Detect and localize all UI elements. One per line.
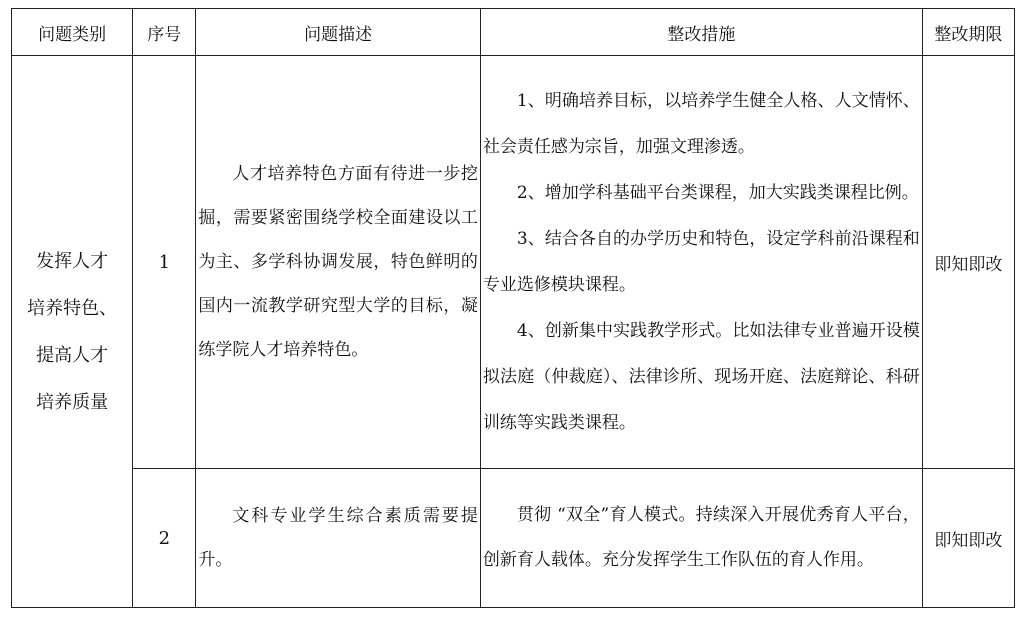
- table-row: [12, 469, 1015, 608]
- description-text: 文科专业学生综合素质需要提升。: [198, 506, 478, 570]
- deadline-cell: 即知即改: [922, 56, 1014, 469]
- header-category: 问题类别: [12, 9, 133, 56]
- header-measures: 整改措施: [480, 9, 922, 56]
- description-cell: [196, 469, 481, 608]
- description-text: 人才培养特色方面有待进一步挖掘，需要紧密围绕学校全面建设以工为主、多学科协调发展，特色鲜明的国内一流教学研究型大学的目标，凝练学院人才培养特色。: [198, 164, 478, 360]
- category-cell: [12, 56, 133, 608]
- row-number: 1: [133, 56, 196, 469]
- description-cell: [196, 56, 481, 469]
- measure-item: 1、明确培养目标，以培养学生健全人格、人文情怀、社会责任感为宗旨，加强文理渗透。: [482, 91, 920, 157]
- header-deadline: 整改期限: [922, 9, 1014, 56]
- header-row: [12, 9, 1015, 56]
- header-description: 问题描述: [196, 9, 481, 56]
- measure-item: 3、结合各自的办学历史和特色，设定学科前沿课程和专业选修模块课程。: [482, 229, 920, 295]
- category-line: 发挥人才: [36, 250, 109, 272]
- row-number: 2: [133, 469, 196, 608]
- measures-cell: [480, 56, 922, 469]
- measures-cell: [480, 469, 922, 608]
- measure-item: 4、创新集中实践教学形式。比如法律专业普遍开设模拟法庭（仲裁庭）、法律诊所、现场开庭、法庭辩论、科研训练等实践类课程。: [482, 321, 920, 433]
- rectification-table: [11, 8, 1015, 608]
- deadline-cell: 即知即改: [922, 469, 1014, 608]
- measure-item: 2、增加学科基础平台类课程，加大实践类课程比例。: [516, 183, 919, 203]
- category-line: 提高人才: [36, 344, 109, 366]
- header-number: 序号: [133, 9, 196, 56]
- measure-item: 贯彻 “双全”育人模式。持续深入开展优秀育人平台，创新育人载体。充分发挥学生工作队伍的育人作用。: [482, 505, 920, 570]
- category-line: 培养特色、: [27, 297, 118, 319]
- category-line: 培养质量: [36, 391, 109, 413]
- table-row: [12, 56, 1015, 469]
